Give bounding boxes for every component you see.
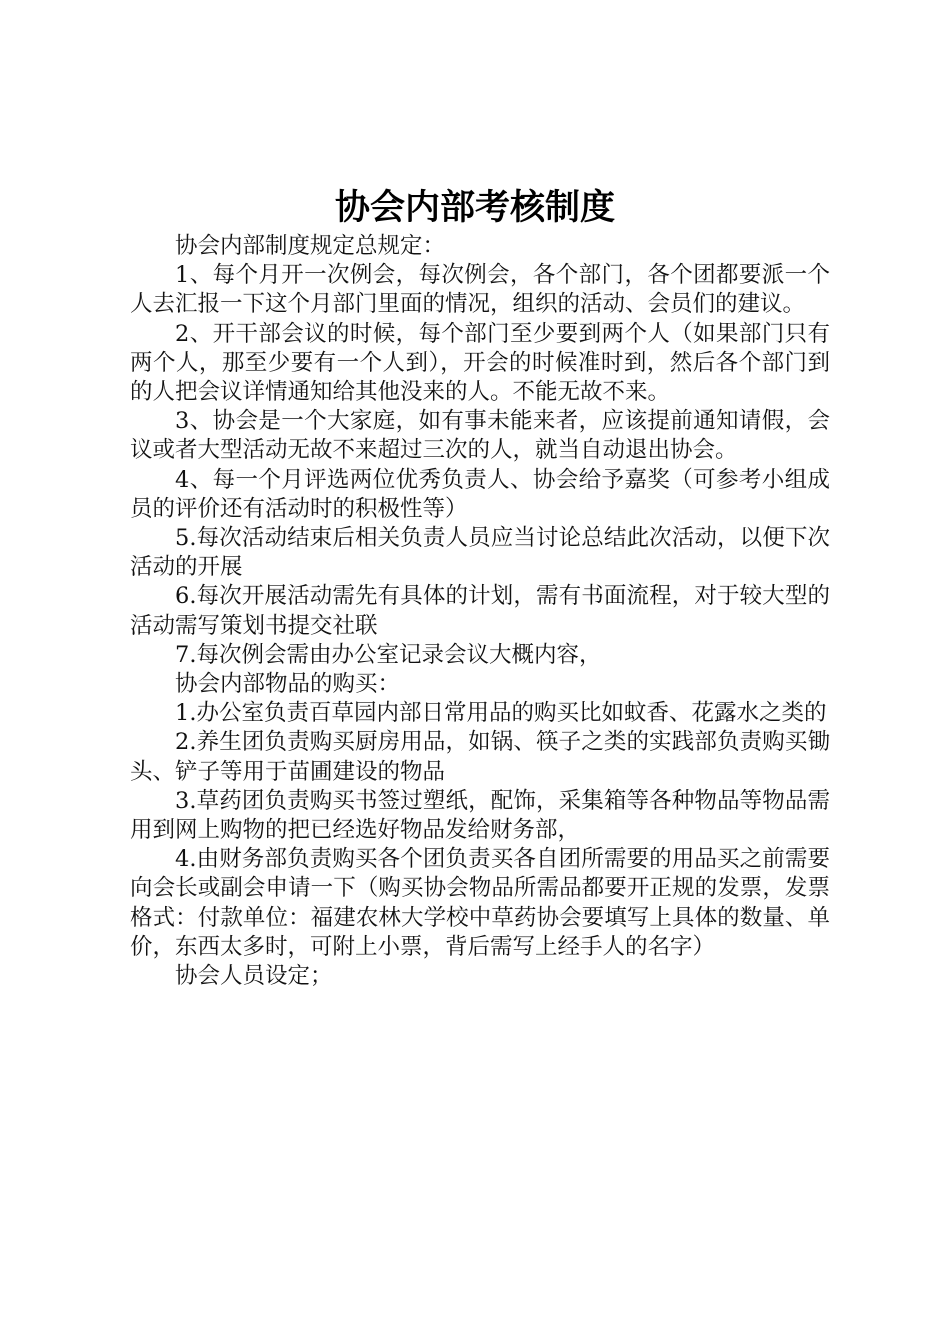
paragraph-purchasing-heading: 协会内部物品的购买： bbox=[175, 671, 401, 698]
paragraph-rule-3: 3、协会是一个大家庭，如有事未能来者，应该提前通知请假，会议或者大型活动无故不来超过三次的人，就当自动退出协会。 bbox=[130, 408, 830, 464]
paragraph-rule-5: 5.每次活动结束后相关负责人员应当讨论总结此次活动，以便下次活动的开展 bbox=[130, 525, 830, 581]
paragraph-rule-4: 4、每一个月评选两位优秀负责人、协会给予嘉奖（可参考小组成员的评价还有活动时的积极性等） bbox=[130, 466, 830, 522]
paragraph-purchasing-1: 1.办公室负责百草园内部日常用品的购买比如蚊香、花露水之类的 bbox=[175, 700, 827, 727]
document-body bbox=[130, 232, 830, 991]
paragraph-rule-6: 6.每次开展活动需先有具体的计划，需有书面流程，对于较大型的活动需写策划书提交社联 bbox=[130, 583, 830, 639]
page-title: 协会内部考核制度 bbox=[334, 188, 615, 228]
paragraph-general-rules-heading: 协会内部制度规定总规定： bbox=[175, 233, 446, 259]
paragraph-rule-2: 2、开干部会议的时候，每个部门至少要到两个人（如果部门只有两个人，那至少要有一个人到），开会的时候准时到，然后各个部门到的人把会议详情通知给其他没来的人。不能无故不来。 bbox=[130, 320, 830, 406]
paragraph-rule-1: 1、每个月开一次例会，每次例会，各个部门，各个团都要派一个人去汇报一下这个月部门里面的情况，组织的活动、会员们的建议。 bbox=[130, 262, 830, 318]
paragraph-rule-7: 7.每次例会需由办公室记录会议大概内容， bbox=[175, 641, 602, 668]
paragraph-purchasing-4: 4.由财务部负责购买各个团负责买各自团所需要的用品买之前需要向会长或副会申请一下（购买协会物品所需品都要开正规的发票，发票格式：付款单位：福建农林大学校中草药协会要填写上具体的数量、单价，东西太多时，可附上小票，背后需写上经手人的名字） bbox=[130, 846, 830, 960]
paragraph-purchasing-3: 3.草药团负责购买书签过塑纸，配饰，采集箱等各种物品等物品需用到网上购物的把已经选好物品发给财务部， bbox=[130, 787, 830, 844]
paragraph-purchasing-2: 2.养生团负责购买厨房用品，如锅、筷子之类的实践部负责购买锄头、铲子等用于苗圃建设的物品 bbox=[130, 729, 830, 785]
paragraph-staffing-heading: 协会人员设定； bbox=[175, 963, 333, 990]
